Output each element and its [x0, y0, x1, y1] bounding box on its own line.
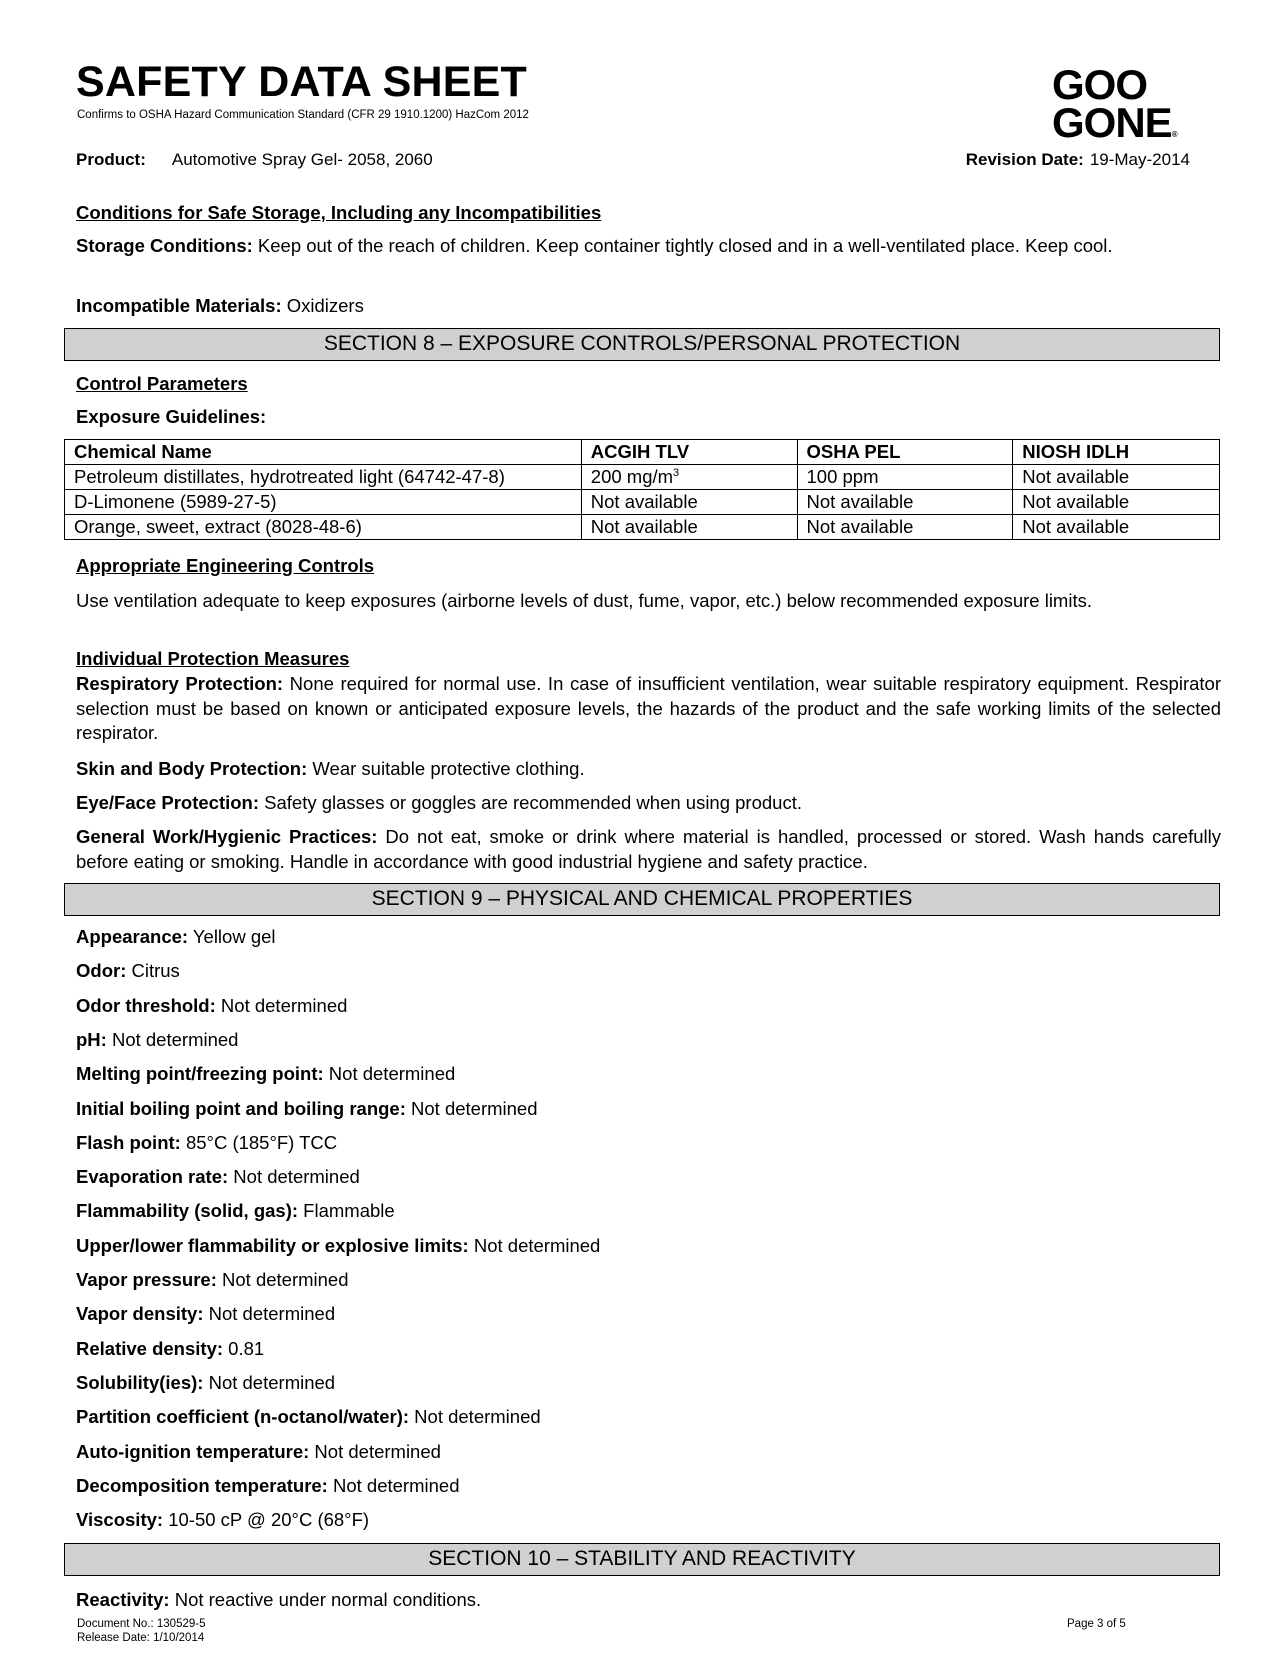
- property-value: Citrus: [126, 960, 180, 981]
- property-row: [76, 1097, 1221, 1122]
- table-row: [65, 465, 1220, 490]
- respiratory-text: None required for normal use. In case of insufficient ventilation, wear suitable respiratory equipment. Respirator selection must be based on known or anticipated exposure levels, the hazards of the product and the safe working limits of the selected respirator.: [76, 673, 1221, 743]
- property-row: [76, 1028, 1221, 1053]
- property-row: [76, 1199, 1221, 1224]
- incompatible-materials: [76, 294, 1221, 319]
- section-8-bar: SECTION 8 – EXPOSURE CONTROLS/PERSONAL PROTECTION: [64, 328, 1220, 361]
- property-label: Odor threshold:: [76, 995, 216, 1016]
- property-row: [76, 1337, 1221, 1362]
- property-value: Not determined: [203, 1372, 336, 1393]
- property-value: Not determined: [228, 1166, 360, 1187]
- skin-text: Wear suitable protective clothing.: [307, 758, 585, 779]
- property-value: Not determined: [327, 1475, 460, 1496]
- property-row: [76, 925, 1221, 950]
- exposure-guidelines-label: Exposure Guidelines:: [76, 406, 267, 427]
- table-cell: Not available: [1013, 465, 1220, 490]
- property-value: Yellow gel: [188, 926, 276, 947]
- eye-text: Safety glasses or goggles are recommended when using product.: [259, 792, 802, 813]
- engineering-controls-heading: Appropriate Engineering Controls: [76, 555, 375, 576]
- property-label: Flash point:: [76, 1132, 181, 1153]
- property-label: Solubility(ies):: [76, 1372, 204, 1393]
- eye-label: Eye/Face Protection:: [76, 792, 260, 813]
- control-parameters-heading: Control Parameters: [76, 373, 248, 394]
- revision-label: Revision Date:: [965, 150, 1084, 169]
- respiratory-label: Respiratory Protection:: [76, 673, 284, 694]
- reactivity-label: Reactivity:: [76, 1589, 170, 1610]
- registered-mark: ®: [1171, 130, 1178, 139]
- property-label: Melting point/freezing point:: [76, 1063, 324, 1084]
- property-value: Not determined: [409, 1406, 541, 1427]
- storage-conditions-label: Storage Conditions:: [76, 235, 253, 256]
- section-9-bar: SECTION 9 – PHYSICAL AND CHEMICAL PROPERTIES: [64, 883, 1220, 916]
- property-row: [76, 994, 1221, 1019]
- table-cell: Orange, sweet, extract (8028-48-6): [65, 515, 582, 540]
- incompatible-label: Incompatible Materials:: [76, 295, 282, 316]
- table-header-cell: Chemical Name: [65, 440, 582, 465]
- table-cell: [581, 465, 797, 490]
- goo-gone-logo: [1052, 61, 1182, 154]
- property-value: 0.81: [223, 1338, 265, 1359]
- property-value: Not determined: [216, 1269, 349, 1290]
- property-label: Auto-ignition temperature:: [76, 1441, 310, 1462]
- property-value: Not determined: [405, 1098, 538, 1119]
- property-row: [76, 1062, 1221, 1087]
- footer-document-info: [77, 1617, 206, 1645]
- property-row: [76, 1371, 1221, 1396]
- property-value: Flammable: [298, 1200, 395, 1221]
- storage-conditions: [76, 234, 1221, 259]
- document-subtitle: Confirms to OSHA Hazard Communication Standard (CFR 29 1910.1200) HazCom 2012: [77, 109, 529, 121]
- property-value: Not determined: [323, 1063, 456, 1084]
- skin-label: Skin and Body Protection:: [76, 758, 308, 779]
- property-value: Not determined: [106, 1029, 239, 1050]
- property-label: Partition coefficient (n-octanol/water):: [76, 1406, 410, 1427]
- table-header-cell: OSHA PEL: [797, 440, 1013, 465]
- document-number: Document No.: 130529-5: [77, 1618, 206, 1630]
- property-label: pH:: [76, 1029, 107, 1050]
- document-title: SAFETY DATA SHEET: [76, 58, 527, 106]
- release-date: Release Date: 1/10/2014: [77, 1632, 205, 1644]
- skin-body-protection: [76, 757, 1221, 782]
- reactivity-text: Not reactive under normal conditions.: [169, 1589, 482, 1610]
- page-number: Page 3 of 5: [1067, 1618, 1126, 1630]
- property-label: Decomposition temperature:: [76, 1475, 328, 1496]
- property-row: [76, 1268, 1221, 1293]
- property-row: [76, 1474, 1221, 1499]
- property-row: [76, 1234, 1221, 1259]
- property-row: [76, 1131, 1221, 1156]
- property-value: Not determined: [203, 1303, 336, 1324]
- table-cell: Not available: [1013, 490, 1220, 515]
- storage-conditions-text: Keep out of the reach of children. Keep container tightly closed and in a well-ventilated place. Keep cool.: [252, 235, 1113, 256]
- property-label: Flammability (solid, gas):: [76, 1200, 299, 1221]
- property-value: Not determined: [309, 1441, 441, 1462]
- property-value: 85°C (185°F) TCC: [180, 1132, 338, 1153]
- tlv-value: 200 mg/m: [590, 466, 674, 487]
- table-header-cell: NIOSH IDLH: [1013, 440, 1220, 465]
- property-label: Vapor density:: [76, 1303, 204, 1324]
- storage-heading: Conditions for Safe Storage, Including any Incompatibilities: [76, 202, 602, 223]
- revision-row: [966, 150, 1190, 170]
- product-label: Product:: [76, 150, 146, 169]
- logo-line-1: GOO: [1052, 61, 1148, 108]
- revision-value: 19-May-2014: [1089, 150, 1190, 169]
- table-header-row: [65, 440, 1220, 465]
- property-row: [76, 1165, 1221, 1190]
- incompatible-text: Oxidizers: [281, 295, 364, 316]
- property-row: [76, 1405, 1221, 1430]
- property-label: Odor:: [76, 960, 127, 981]
- property-value: Not determined: [215, 995, 348, 1016]
- engineering-controls-text: Use ventilation adequate to keep exposures (airborne levels of dust, fume, vapor, etc.) below recommended exposure limits.: [76, 590, 1092, 611]
- table-row: [65, 490, 1220, 515]
- table-cell: D-Limonene (5989-27-5): [65, 490, 582, 515]
- property-value: Not determined: [468, 1235, 601, 1256]
- superscript-3: 3: [673, 466, 680, 479]
- property-label: Relative density:: [76, 1338, 224, 1359]
- property-label: Upper/lower flammability or explosive limits:: [76, 1235, 469, 1256]
- table-cell: Not available: [581, 490, 797, 515]
- table-cell: Not available: [581, 515, 797, 540]
- property-label: Appearance:: [76, 926, 189, 947]
- product-value: Automotive Spray Gel- 2058, 2060: [171, 150, 433, 169]
- hygiene-label: General Work/Hygienic Practices:: [76, 826, 378, 847]
- property-label: Initial boiling point and boiling range:: [76, 1098, 406, 1119]
- exposure-table: [64, 439, 1220, 540]
- reactivity: [76, 1588, 1221, 1613]
- table-cell: Not available: [797, 515, 1013, 540]
- logo-line-2: GONE: [1052, 99, 1172, 146]
- property-row: [76, 1508, 1221, 1533]
- section-10-bar: SECTION 10 – STABILITY AND REACTIVITY: [64, 1543, 1220, 1576]
- property-label: Evaporation rate:: [76, 1166, 229, 1187]
- hygiene-text: Do not eat, smoke or drink where material is handled, processed or stored. Wash hands carefully before eating or smoking. Handle in accordance with good industrial hygiene and safety practice.: [76, 826, 1221, 872]
- table-cell: Petroleum distillates, hydrotreated light (64742-47-8): [65, 465, 582, 490]
- table-header-cell: ACGIH TLV: [581, 440, 797, 465]
- property-row: [76, 1440, 1221, 1465]
- table-cell: 100 ppm: [797, 465, 1013, 490]
- eye-face-protection: [76, 791, 1221, 816]
- table-cell: Not available: [797, 490, 1013, 515]
- product-row: [76, 150, 433, 170]
- property-row: [76, 959, 1221, 984]
- individual-protection-heading: Individual Protection Measures: [76, 648, 350, 669]
- table-row: [65, 515, 1220, 540]
- property-row: [76, 1302, 1221, 1327]
- table-cell: Not available: [1013, 515, 1220, 540]
- property-label: Vapor pressure:: [76, 1269, 217, 1290]
- property-value: 10-50 cP @ 20°C (68°F): [163, 1509, 370, 1530]
- property-label: Viscosity:: [76, 1509, 164, 1530]
- respiratory-protection: [76, 672, 1221, 746]
- hygiene-practices: [76, 825, 1221, 874]
